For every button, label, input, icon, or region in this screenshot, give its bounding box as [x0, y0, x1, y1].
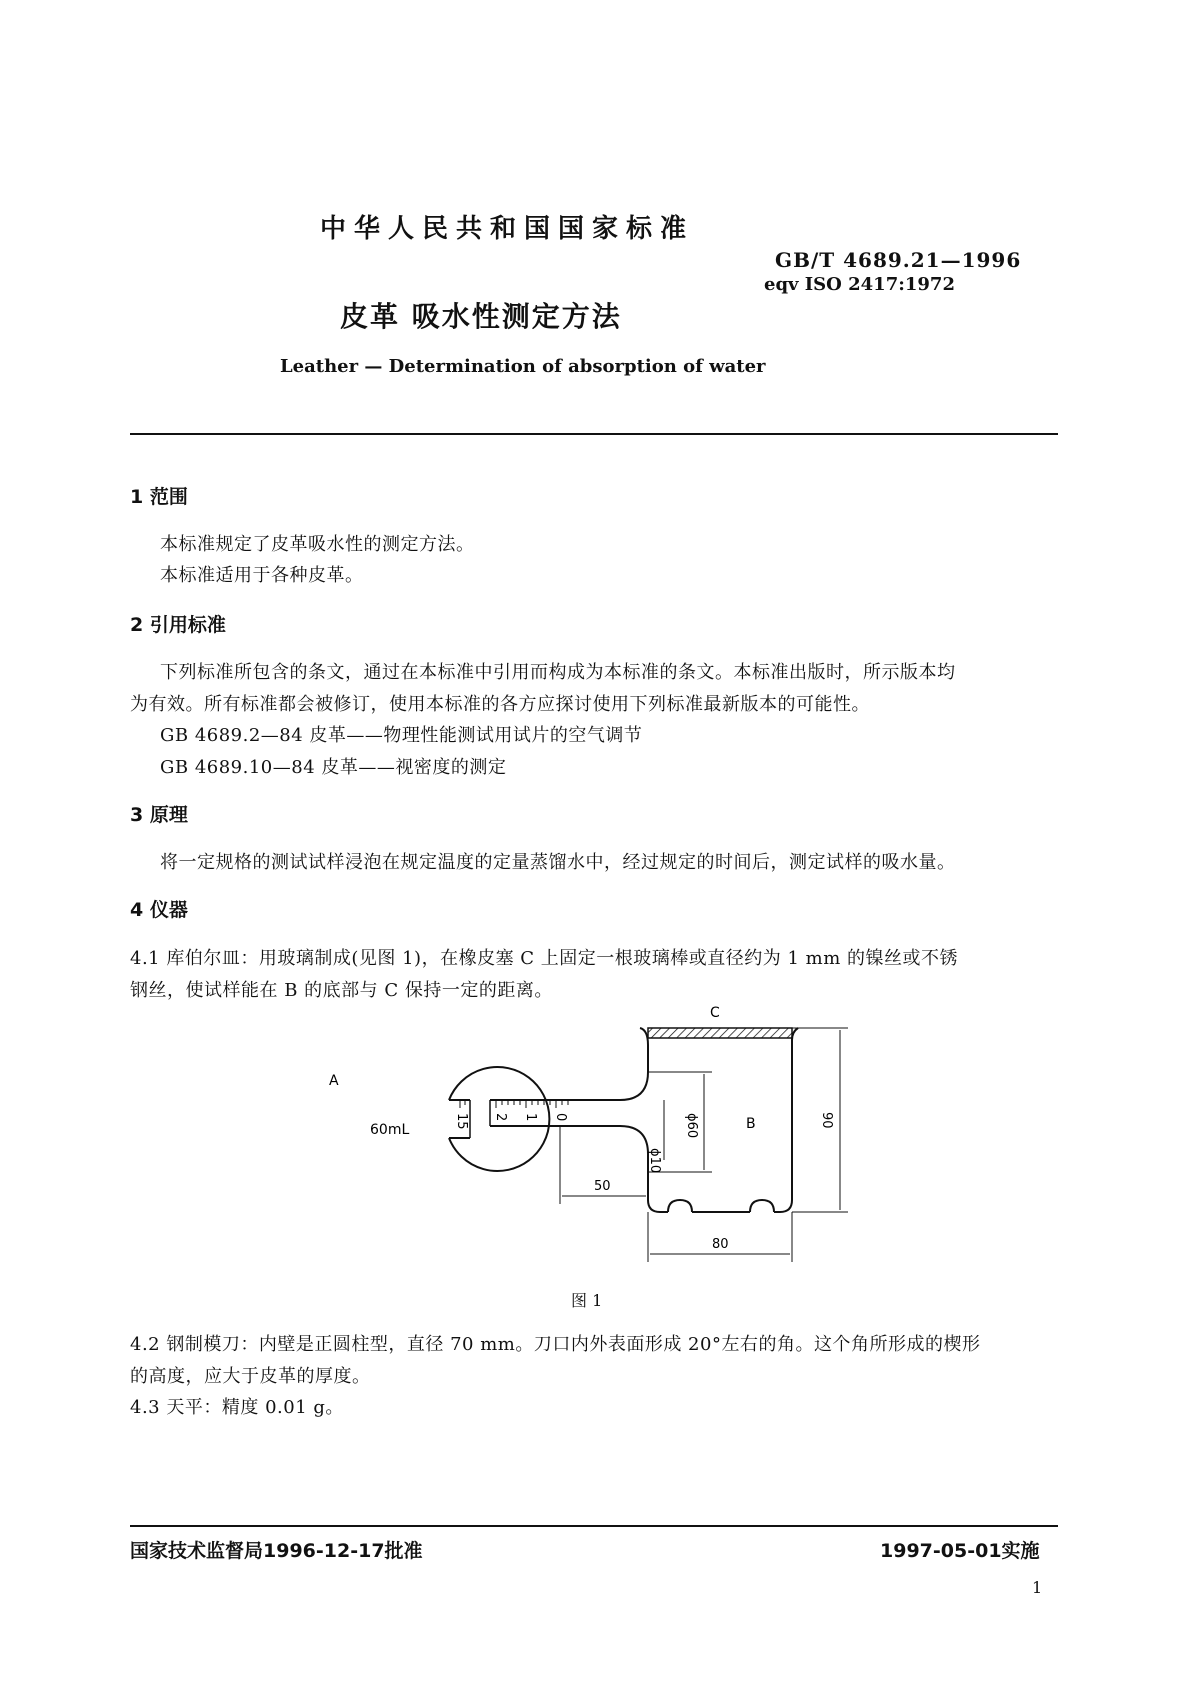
section-2-heading: 2 引用标准: [130, 614, 226, 636]
dimension-phi10: ϕ10: [647, 1148, 662, 1174]
implementation-date: 1997-05-01实施: [880, 1540, 1040, 1562]
label-c: C: [710, 1005, 720, 1021]
rubber-stopper-c: [648, 1028, 792, 1038]
section-3-line: 将一定规格的测试试样浸泡在规定温度的定量蒸馏水中，经过规定的时间后，测定试样的吸水量。: [160, 852, 956, 873]
dimension-phi60: ϕ60: [684, 1113, 699, 1139]
dimension-lines: [560, 1028, 848, 1262]
country-standard-heading: 中华人民共和国国家标准: [320, 214, 695, 244]
vessel-neck-upper: [580, 1072, 648, 1100]
footer-divider: [130, 1525, 1058, 1527]
header-divider: [130, 433, 1058, 435]
section-2-line: 为有效。所有标准都会被修订，使用本标准的各方应探讨使用下列标准最新版本的可能性。: [130, 694, 870, 715]
clause-4-1-line: 钢丝，使试样能在 B 的底部与 C 保持一定的距离。: [130, 980, 553, 1001]
figure-1-apparatus: [320, 1000, 880, 1275]
dimension-90: 90: [819, 1112, 834, 1129]
section-1-line: 本标准适用于各种皮革。: [160, 565, 364, 586]
bulb-volume-label: 60mL: [370, 1122, 410, 1138]
label-a: A: [329, 1073, 339, 1089]
approval-date: 国家技术监督局1996-12-17批准: [130, 1540, 423, 1562]
label-b: B: [746, 1116, 756, 1132]
scale-mark-15: 15: [454, 1113, 469, 1130]
dimension-50: 50: [594, 1179, 611, 1194]
figure-1-caption: 图 1: [571, 1291, 603, 1310]
clause-4-1-line: 4.1 库伯尔皿：用玻璃制成(见图 1)，在橡皮塞 C 上固定一根玻璃棒或直径约为 1 mm 的镍丝或不锈: [130, 948, 959, 969]
section-3-heading: 3 原理: [130, 804, 188, 826]
dimension-80: 80: [712, 1237, 729, 1252]
section-4-heading: 4 仪器: [130, 899, 188, 921]
scale-mark-1: 1: [523, 1113, 538, 1122]
scale-mark-2: 2: [493, 1113, 508, 1122]
section-2-line: 下列标准所包含的条文，通过在本标准中引用而构成为本标准的条文。本标准出版时，所示版本均: [160, 662, 956, 683]
clause-4-2-line: 的高度，应大于皮革的厚度。: [130, 1366, 371, 1387]
clause-4-3-line: 4.3 天平：精度 0.01 g。: [130, 1397, 344, 1418]
iso-equivalence: eqv ISO 2417:1972: [764, 274, 955, 295]
page-number: 1: [1032, 1578, 1043, 1597]
section-1-heading: 1 范围: [130, 486, 188, 508]
reference-standard-2: GB 4689.10—84 皮革——视密度的测定: [160, 757, 507, 778]
scale-mark-0: 0: [553, 1113, 568, 1122]
reference-standard-1: GB 4689.2—84 皮革——物理性能测试用试片的空气调节: [160, 725, 643, 746]
standard-number: GB/T 4689.21—1996: [775, 248, 1022, 272]
section-1-line: 本标准规定了皮革吸水性的测定方法。: [160, 534, 475, 555]
title-english: Leather — Determination of absorption of water: [280, 356, 766, 377]
vessel-neck-lower: [580, 1126, 648, 1154]
title-chinese: 皮革 吸水性测定方法: [340, 300, 622, 333]
clause-4-2-line: 4.2 钢制模刀：内壁是正圆柱型，直径 70 mm。刀口内外表面形成 20°左右的角。这个角所形成的楔形: [130, 1334, 981, 1355]
